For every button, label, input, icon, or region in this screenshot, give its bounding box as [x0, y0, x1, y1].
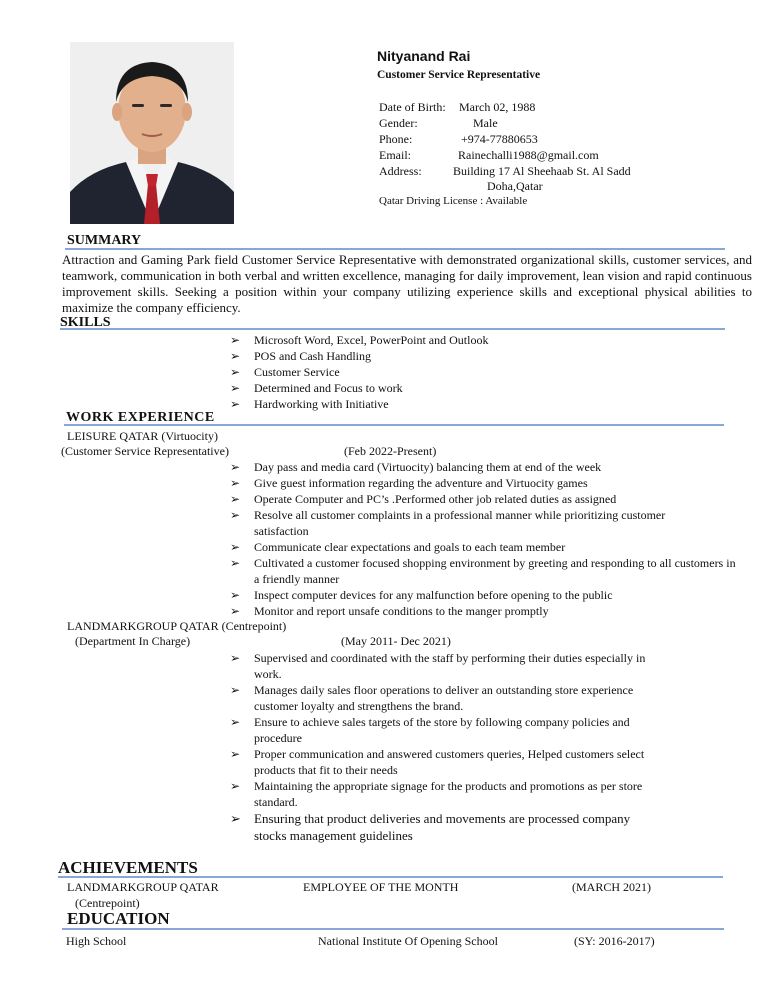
achievement-award: EMPLOYEE OF THE MONTH	[303, 880, 459, 894]
arrow-bullet-icon: ➢	[230, 811, 241, 826]
education-years: (SY: 2016-2017)	[574, 934, 655, 948]
summary-divider	[65, 248, 725, 250]
list-item: ➢ Ensuring that product deliveries and movements are processed company stocks management guidelines	[230, 811, 631, 843]
arrow-bullet-icon: ➢	[230, 508, 241, 522]
achievements-divider	[58, 876, 723, 878]
job-1-company: LEISURE QATAR (Virtuocity)	[67, 429, 218, 443]
profile-photo	[70, 42, 234, 224]
summary-title: SUMMARY	[67, 233, 142, 248]
summary-text: Attraction and Gaming Park field Customer Service Representative with demonstrated organizational skills, customer services, and teamwork, communication in both verbal and written excellence, managing for daily improvement, lean vision and rapid continuous improvement skills. Seeking a position within your company utilizing experience skills and exceptional physical abilities to maximize the company efficiency.	[62, 252, 752, 315]
portrait-image	[70, 42, 234, 224]
skills-title: SKILLS	[60, 315, 111, 330]
list-item: ➢ Monitor and report unsafe conditions to the manger promptly	[230, 604, 549, 618]
gender-label: Gender:	[379, 116, 418, 130]
education-title: EDUCATION	[67, 909, 170, 928]
experience-title: WORK EXPERIENCE	[66, 410, 215, 425]
arrow-bullet-icon: ➢	[230, 349, 241, 363]
education-level: High School	[66, 934, 127, 948]
job-2-company: LANDMARKGROUP QATAR (Centrepoint)	[67, 619, 287, 633]
list-item: ➢ Maintaining the appropriate signage for the products and promotions as per store standard.	[230, 779, 643, 809]
arrow-bullet-icon: ➢	[230, 381, 241, 395]
list-item: ➢ Ensure to achieve sales targets of the store by following company policies and procedure	[230, 715, 630, 745]
arrow-bullet-icon: ➢	[230, 397, 241, 411]
address-line-1: Building 17 Al Sheehaab St. Al Sadd	[453, 164, 631, 178]
experience-divider	[64, 424, 724, 426]
skills-list	[230, 332, 488, 412]
achievement-date: (MARCH 2021)	[572, 880, 652, 894]
list-item: ➢ Day pass and media card (Virtuocity) balancing them at end of the week	[230, 460, 602, 474]
arrow-bullet-icon: ➢	[230, 651, 241, 665]
email-value[interactable]: Rainechalli1988@gmail.com	[458, 148, 599, 162]
arrow-bullet-icon: ➢	[230, 333, 241, 347]
achievement-company: LANDMARKGROUP QATAR	[67, 880, 219, 894]
email-label: Email:	[379, 148, 411, 162]
dob-label: Date of Birth:	[379, 100, 446, 114]
arrow-bullet-icon: ➢	[230, 365, 241, 379]
address-line-2: Doha,Qatar	[487, 179, 543, 193]
list-item: ➢ Inspect computer devices for any malfunction before opening to the public	[230, 588, 613, 602]
achievement-branch: (Centrepoint)	[75, 896, 140, 910]
list-item: ➢ Operate Computer and PC’s .Performed other job related duties as assigned	[230, 492, 617, 506]
address-label: Address:	[379, 164, 422, 178]
list-item: ➢ Manages daily sales floor operations to deliver an outstanding store experience customer loyalty and strengthens the brand.	[230, 683, 634, 713]
gender-value: Male	[473, 116, 498, 130]
education-divider	[62, 928, 724, 930]
arrow-bullet-icon: ➢	[230, 492, 241, 506]
arrow-bullet-icon: ➢	[230, 476, 241, 490]
list-item: ➢ Communicate clear expectations and goals to each team member	[230, 540, 566, 554]
list-item: ➢ Supervised and coordinated with the staff by performing their duties especially in work.	[230, 651, 646, 681]
education-institution: National Institute Of Opening School	[318, 934, 498, 948]
list-item: ➢ Hardworking with Initiative	[230, 397, 389, 411]
job-1-position: (Customer Service Representative)	[61, 444, 229, 458]
phone-label: Phone:	[379, 132, 413, 146]
skills-divider	[60, 328, 725, 330]
job-2-duties	[230, 650, 650, 844]
arrow-bullet-icon: ➢	[230, 588, 241, 602]
candidate-name: Nityanand Rai	[377, 48, 471, 64]
job-1-duties	[230, 459, 740, 619]
dob-value: March 02, 1988	[459, 100, 536, 114]
list-item: ➢ Determined and Focus to work	[230, 381, 403, 395]
arrow-bullet-icon: ➢	[230, 779, 241, 793]
arrow-bullet-icon: ➢	[230, 747, 241, 761]
candidate-role: Customer Service Representative	[377, 69, 541, 81]
list-item: ➢ Proper communication and answered customers queries, Helped customers select products that fit to their needs	[230, 747, 645, 777]
list-item: ➢ Customer Service	[230, 365, 340, 379]
list-item: ➢ Cultivated a customer focused shopping environment by greeting and responding to all customers in a friendly manner	[230, 556, 736, 586]
list-item: ➢ Give guest information regarding the adventure and Virtuocity games	[230, 476, 588, 490]
achievements-title: ACHIEVEMENTS	[58, 858, 198, 877]
list-item: ➢ Microsoft Word, Excel, PowerPoint and Outlook	[230, 333, 489, 347]
driving-license: Qatar Driving License : Available	[379, 195, 528, 207]
arrow-bullet-icon: ➢	[230, 556, 241, 570]
job-2-position: (Department In Charge)	[75, 634, 191, 648]
arrow-bullet-icon: ➢	[230, 683, 241, 697]
arrow-bullet-icon: ➢	[230, 604, 241, 618]
arrow-bullet-icon: ➢	[230, 540, 241, 554]
job-1-period: (Feb 2022-Present)	[344, 444, 437, 458]
list-item: ➢ POS and Cash Handling	[230, 349, 371, 363]
job-2-period: (May 2011- Dec 2021)	[341, 634, 451, 648]
arrow-bullet-icon: ➢	[230, 715, 241, 729]
list-item: ➢ Resolve all customer complaints in a professional manner while prioritizing customer satisfaction	[230, 508, 666, 538]
arrow-bullet-icon: ➢	[230, 460, 241, 474]
phone-value: +974-77880653	[461, 132, 538, 146]
